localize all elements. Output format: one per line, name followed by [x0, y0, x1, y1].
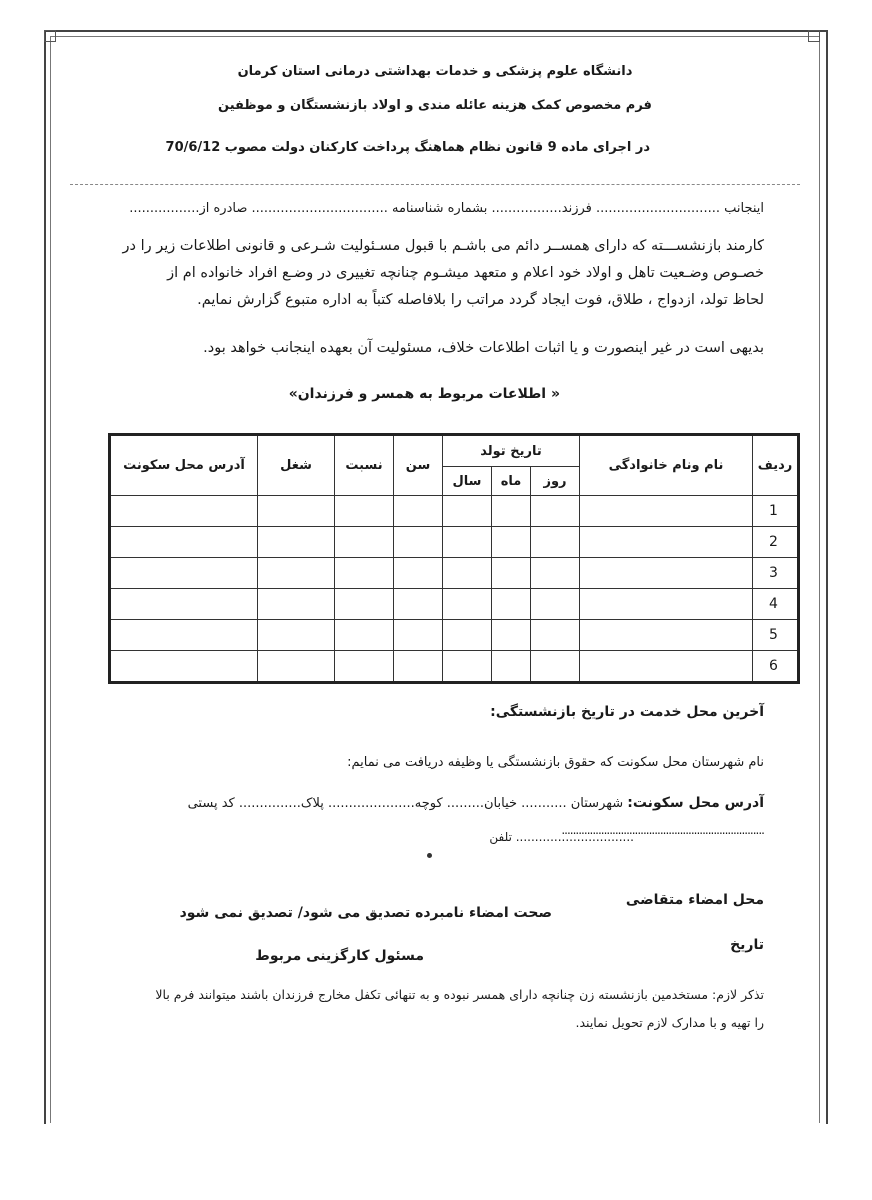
note-line: را تهیه و با مدارک لازم تحویل نمایند. [575, 1015, 764, 1030]
cell-day[interactable] [531, 589, 580, 620]
cell-year[interactable] [443, 620, 492, 651]
page-speck [427, 853, 432, 858]
col-month: ماه [492, 467, 531, 496]
col-year: سال [443, 467, 492, 496]
cell-address[interactable] [110, 589, 258, 620]
cell-month[interactable] [492, 527, 531, 558]
cell-name[interactable] [580, 620, 753, 651]
cell-relation[interactable] [335, 589, 394, 620]
intro-line: اینجانب .............................. فرزند................. بشماره شناسنامه ................................. صادره از................. [129, 201, 764, 216]
address-line-2[interactable]: ........................................................................ [561, 823, 764, 837]
cell-age[interactable] [394, 496, 443, 527]
cell-age[interactable] [394, 558, 443, 589]
hr-officer-label: مسئول کارگزینی مربوط [255, 948, 424, 964]
cell-year[interactable] [443, 651, 492, 683]
family-table [108, 433, 800, 684]
address-line [188, 795, 764, 811]
cell-age[interactable] [394, 651, 443, 683]
header-separator [70, 184, 800, 185]
cell-name[interactable] [580, 589, 753, 620]
cell-age[interactable] [394, 589, 443, 620]
cell-day[interactable] [531, 527, 580, 558]
cell-job[interactable] [258, 496, 335, 527]
table-row [110, 589, 799, 620]
cell-age[interactable] [394, 527, 443, 558]
cell-month[interactable] [492, 589, 531, 620]
address-fields[interactable]: شهرستان ........... خیابان......... کوچه..................... پلاک............... کد پستی [187, 796, 628, 811]
cell-name[interactable] [580, 496, 753, 527]
cell-year[interactable] [443, 496, 492, 527]
date-label: تاریخ [730, 937, 764, 953]
cell-day[interactable] [531, 558, 580, 589]
intro-paragraph-line: خصـوص وضـعیت تاهل و اولاد خود اعلام و متعهد میشـوم چنانچه تغییری در وضـع افراد خانواده ام از [167, 265, 764, 281]
row-number: 2 [753, 527, 799, 558]
table-title: « اطلاعات مربوط به همسر و فرزندان» [288, 386, 560, 402]
city-line: نام شهرستان محل سکونت که حقوق بازنشستگی یا وظیفه دریافت می نمایم: [347, 755, 764, 770]
row-number: 4 [753, 589, 799, 620]
intro-paragraph-line: کارمند بازنشســـته که دارای همســر دائم می باشـم با قبول مسـئولیت شـرعی و قانونی اطلاعات زیر را در [122, 238, 764, 254]
row-number: 6 [753, 651, 799, 683]
table-row [110, 527, 799, 558]
signature-verification-label: صحت امضاء نامبرده تصدیق می شود/ تصدیق نمی شود [179, 905, 552, 921]
col-relation: نسبت [335, 435, 394, 496]
cell-year[interactable] [443, 527, 492, 558]
address-label: آدرس محل سکونت: [627, 795, 764, 811]
cell-relation[interactable] [335, 527, 394, 558]
col-day: روز [531, 467, 580, 496]
col-age: سن [394, 435, 443, 496]
cell-year[interactable] [443, 558, 492, 589]
last-service-label: آخرین محل خدمت در تاریخ بازنشستگی: [490, 704, 764, 720]
cell-job[interactable] [258, 620, 335, 651]
cell-address[interactable] [110, 620, 258, 651]
cell-name[interactable] [580, 558, 753, 589]
row-number: 5 [753, 620, 799, 651]
col-name: نام ونام خانوادگی [580, 435, 753, 496]
cell-address[interactable] [110, 558, 258, 589]
note-line: تذکر لازم: مستخدمین بازنشسته زن چنانچه دارای همسر نبوده و به تنهائی تکفل مخارج فرزندان باشند میتوانند فرم بالا [155, 987, 764, 1002]
cell-name[interactable] [580, 651, 753, 683]
corner-mark [44, 30, 56, 42]
cell-job[interactable] [258, 527, 335, 558]
cell-relation[interactable] [335, 558, 394, 589]
phone-field[interactable]: ............................... تلفن [489, 830, 634, 844]
cell-address[interactable] [110, 651, 258, 683]
table-row [110, 620, 799, 651]
col-birth-date: تاریخ تولد [443, 435, 580, 467]
cell-month[interactable] [492, 620, 531, 651]
intro-paragraph-line: لحاظ تولد، ازدواج ، طلاق، فوت ایجاد گردد مراتب را بلافاصله کتباً به اداره متبوع گزارش نمایم. [197, 292, 764, 308]
cell-job[interactable] [258, 589, 335, 620]
cell-day[interactable] [531, 651, 580, 683]
cell-job[interactable] [258, 651, 335, 683]
cell-name[interactable] [580, 527, 753, 558]
cell-month[interactable] [492, 496, 531, 527]
corner-mark [808, 30, 820, 42]
table-row [110, 496, 799, 527]
cell-address[interactable] [110, 527, 258, 558]
cell-month[interactable] [492, 651, 531, 683]
cell-address[interactable] [110, 496, 258, 527]
cell-month[interactable] [492, 558, 531, 589]
row-number: 1 [753, 496, 799, 527]
applicant-signature-label: محل امضاء متقاضی [625, 892, 764, 908]
row-number: 3 [753, 558, 799, 589]
cell-relation[interactable] [335, 651, 394, 683]
liability-paragraph: بدیهی است در غیر اینصورت و یا اثبات اطلاعات خلاف، مسئولیت آن بعهده اینجانب خواهد بود. [203, 340, 764, 356]
col-row: ردیف [753, 435, 799, 496]
law-line: در اجرای ماده 9 قانون نظام هماهنگ پرداخت کارکنان دولت مصوب 70/6/12 [165, 140, 650, 155]
cell-year[interactable] [443, 589, 492, 620]
cell-job[interactable] [258, 558, 335, 589]
table-row [110, 558, 799, 589]
col-job: شغل [258, 435, 335, 496]
cell-relation[interactable] [335, 496, 394, 527]
form-title: فرم مخصوص کمک هزینه عائله مندی و اولاد بازنشستگان و موظفین [218, 98, 652, 113]
cell-day[interactable] [531, 620, 580, 651]
col-address: آدرس محل سکونت [110, 435, 258, 496]
cell-age[interactable] [394, 620, 443, 651]
table-row [110, 651, 799, 683]
university-title: دانشگاه علوم پزشکی و خدمات بهداشتی درمانی استان کرمان [237, 64, 633, 79]
cell-day[interactable] [531, 496, 580, 527]
cell-relation[interactable] [335, 620, 394, 651]
